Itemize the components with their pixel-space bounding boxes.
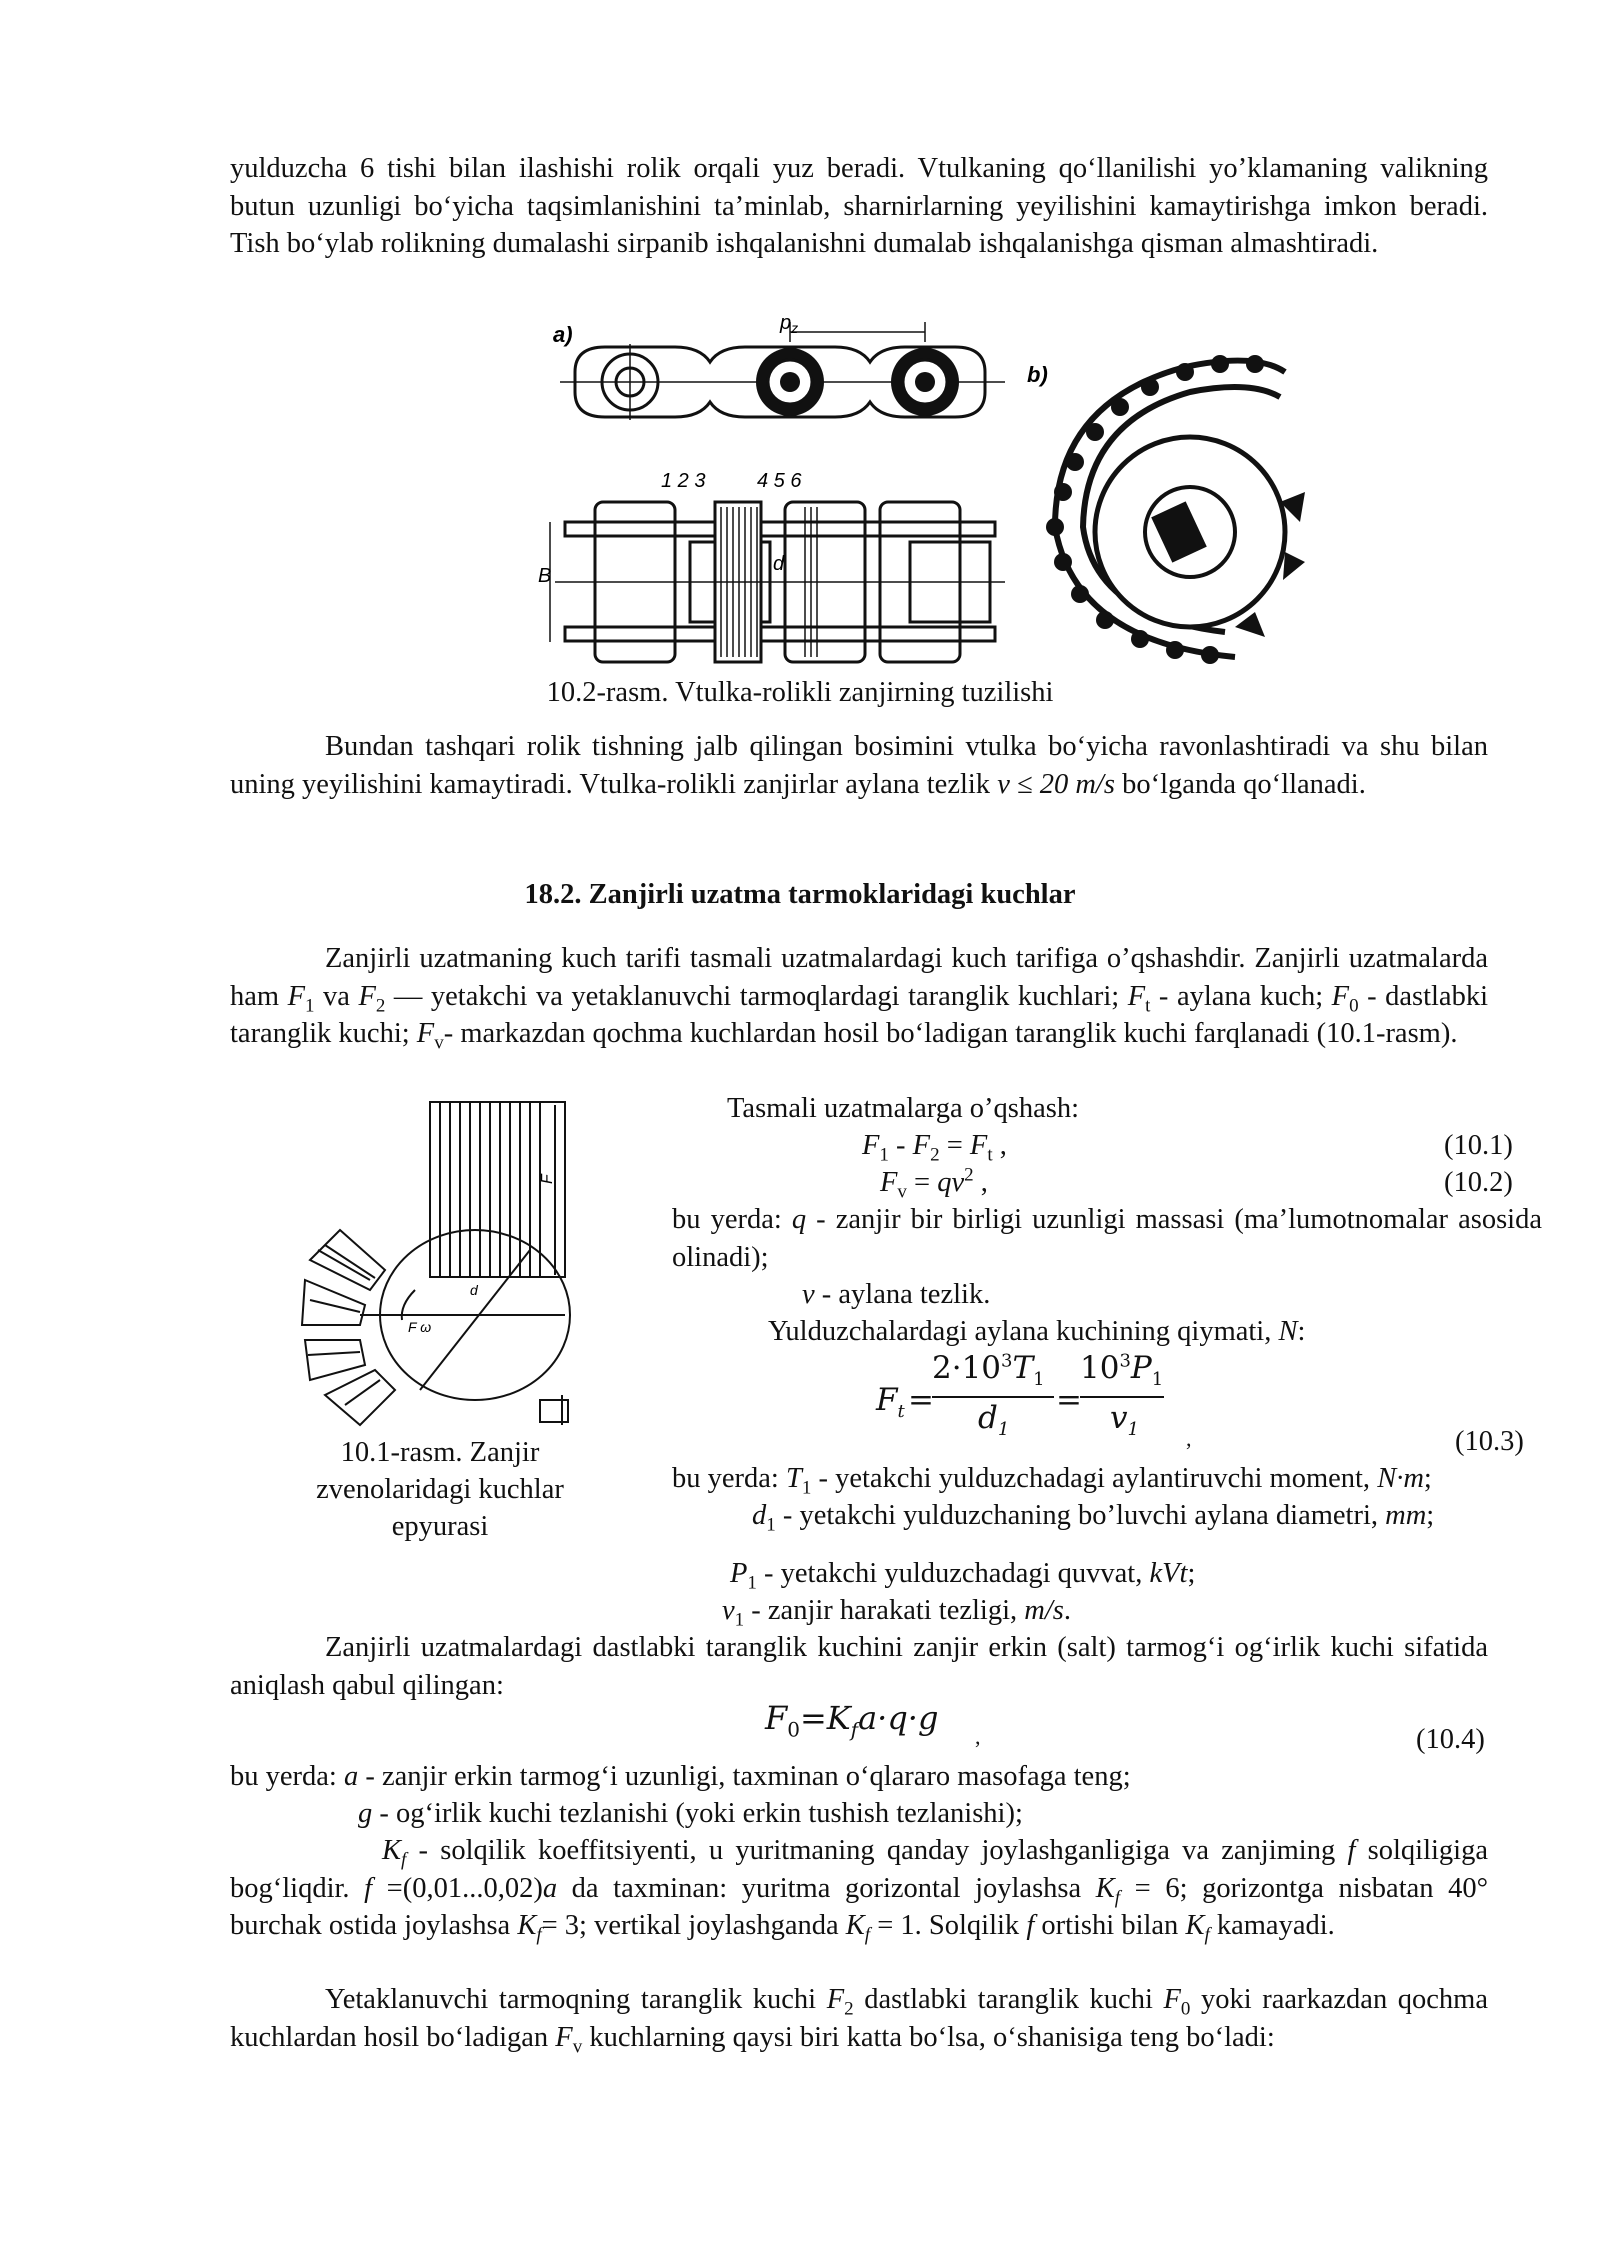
paragraph-roller-benefit: Bundan tashqari rolik tishning jalb qilingan bosimini vtulka bo‘yicha ravonlashtiradi va shu bilan uning yeyilishini kamaytiradi. Vtulka-rolikli zanjirlar aylana tezlik v ≤ 20 m/s bo‘lganda qo‘llanadi.: [230, 731, 1488, 800]
equation-10-4-number: (10.4): [1416, 1724, 1485, 1755]
figure-1-caption-line3: epyurasi: [391, 1511, 489, 1542]
label-B: B: [538, 565, 552, 587]
label-numbers-left: 1 2 3: [661, 470, 706, 492]
text-analogy-intro: Tasmali uzatmalarga o’qshash:: [727, 1093, 1080, 1124]
eq3-denominator-2: $v_1$: [1110, 1400, 1139, 1441]
paragraph-slack-side-tension: Yetaklanuvchi tarmoqning taranglik kuchi $F_2$ dastlabki taranglik kuchi $F_0$ yoki raarkazdan qochma kuchlardan hosil bo‘ladigan $F_v$ kuchlarning qaysi biri katta bo‘lsa, o‘shanisiga teng bo‘ladi:: [230, 1984, 1488, 2058]
eq4-comma: ,: [975, 1724, 981, 1749]
label-pz: $p_z$: [780, 312, 799, 336]
paragraph-force-definition: Zanjirli uzatmaning kuch tarifi tasmali uzatmalardagi kuch tarifiga o’qshashdir. Zanjirli uzatmalarda ham $F_1$ va $F_2$ — yetakchi va yetaklanuvchi tarmoqlardagi taranglik kuchlari; $F_t$ - aylana kuch; $F_0$ - dastlabki taranglik kuchi; $F_v-$ markazdan qochma kuchlardan hosil bo‘ladigan taranglik kuchi farqlanadi (10.1-rasm).: [230, 943, 1488, 1054]
eq3-equals-2: =: [1056, 1382, 1082, 1418]
eq3-comma: ,: [1186, 1426, 1192, 1451]
equation-10-2: $F_v = qv^2$ ,: [880, 1164, 988, 1203]
figure-roller-chain: [535, 312, 1305, 674]
figure-2-caption: 10.2-rasm. Vtulka-rolikli zanjirning tuzilishi: [546, 677, 1054, 708]
figure-chain-force-diagram: [300, 1100, 580, 1430]
text-ft-intro: Yulduzchalardagi aylana kuchining qiymati, N:: [768, 1316, 1306, 1347]
label-F1: F: [539, 1174, 556, 1184]
paragraph-intro: yulduzcha 6 tishi bilan ilashishi rolik orqali yuz beradi. Vtulkaning qo‘llanilishi yo’klamaning valikning butun uzunligi bo‘yicha taqsimlanishini ta’minlab, sharnirlarning yeyilishini kamaytirishga imkon beradi. Tish bo‘ylab rolikning dumalashi sirpanib ishqalanishni dumalab ishqalanishga qisman almashtiradi.: [230, 153, 1488, 259]
eq3-fraction-bar-1: [932, 1396, 1054, 1398]
label-a: a): [553, 322, 573, 347]
figure-1-caption-line2: zvenolaridagi kuchlar: [316, 1474, 564, 1505]
equation-10-2-number: (10.2): [1444, 1167, 1513, 1198]
equation-10-4: $F_0=K_fa\cdot q\cdot g$: [765, 1699, 939, 1742]
figure-1-caption-line1: 10.1-rasm. Zanjir: [340, 1437, 540, 1468]
text-where-a: bu yerda: a - zanjir erkin tarmog‘i uzunligi, taxminan o‘qlararo masofaga teng;: [230, 1761, 1131, 1792]
section-heading: 18.2. Zanjirli uzatma tarmoklaridagi kuchlar: [524, 879, 1076, 910]
paragraph-initial-tension: Zanjirli uzatmalardagi dastlabki taranglik kuchini zanjir erkin (salt) tarmog‘i og‘irlik kuchi sifatida aniqlash qabul qilingan:: [230, 1632, 1488, 1701]
eq3-equals-1: =: [908, 1382, 934, 1418]
label-omega: F ω: [408, 1319, 432, 1335]
text-where-P1: $P_1$ - yetakchi yulduzchadagi quvvat, kVt;: [730, 1558, 1196, 1594]
text-where-q: bu yerda: q - zanjir bir birligi uzunligi massasi (ma’lumotnomalar asosida olinadi);: [672, 1204, 1542, 1273]
label-numbers-right: 4 5 6: [757, 470, 802, 492]
eq3-denominator-1: $d_1$: [978, 1400, 1010, 1441]
eq3-lhs: $F_t$: [876, 1382, 905, 1423]
equation-10-1-number: (10.1): [1444, 1130, 1513, 1161]
label-d: d: [773, 553, 785, 575]
eq3-numerator-2: $10^3P_1$: [1080, 1350, 1164, 1391]
paragraph-sag-coefficient: $K_f$ - solqilik koeffitsiyenti, u yuritmaning qanday joylashganligiga va zanjiming f solqiligiga bog‘liqdir. f =(0,01...0,02)a da taxminan: yuritma gorizontal joylashsa $K_f = 6$; gorizontga nisbatan 40° burchak ostida joylashsa $K_f= 3$; vertikal joylashganda $K_f = 1$. Solqilik f ortishi bilan $K_f$ kamayadi.: [230, 1835, 1488, 1946]
text-where-v1: $v_1$ - zanjir harakati tezligi, m/s.: [722, 1595, 1071, 1631]
text-where-T1: bu yerda: $T_1$ - yetakchi yulduzchadagi aylantiruvchi moment, N·m;: [672, 1463, 1432, 1499]
eq3-numerator-1: $2\cdot 10^3T_1$: [932, 1350, 1045, 1391]
label-diameter: d: [470, 1282, 478, 1298]
equation-10-3: [870, 1350, 1170, 1450]
equation-10-3-number: (10.3): [1455, 1426, 1524, 1457]
label-b: b): [1027, 362, 1048, 387]
text-where-v: v - aylana tezlik.: [802, 1279, 991, 1310]
eq3-fraction-bar-2: [1080, 1396, 1164, 1398]
text-where-d1: $d_1$ - yetakchi yulduzchaning bo’luvchi aylana diametri, mm;: [752, 1500, 1435, 1536]
text-where-g: g - og‘irlik kuchi tezlanishi (yoki erkin tushish tezlanishi);: [358, 1798, 1023, 1829]
equation-10-1: $F_1 - F_2 = F_t$ ,: [862, 1130, 1007, 1166]
